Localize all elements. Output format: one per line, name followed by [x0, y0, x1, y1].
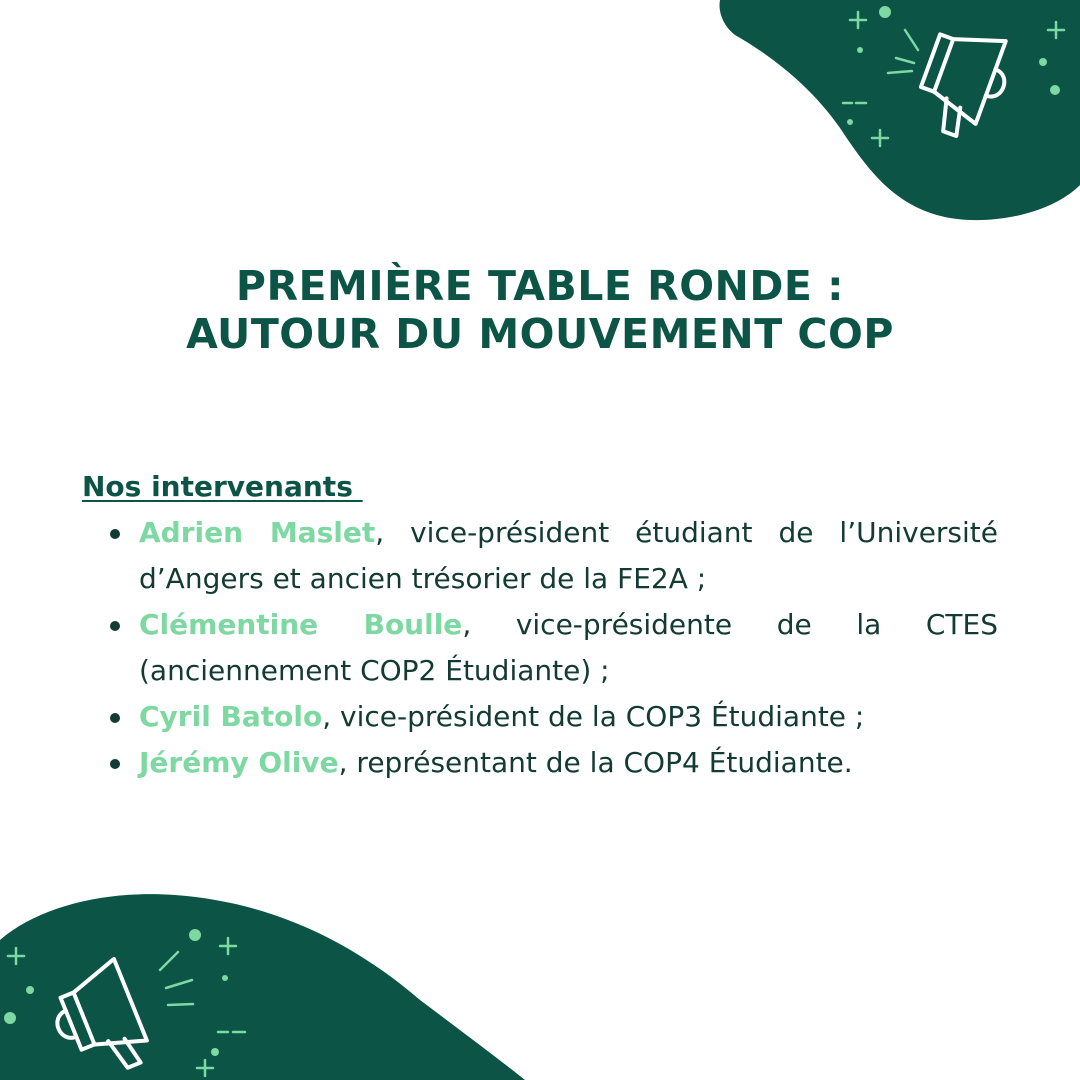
list-item: [82, 602, 998, 694]
top-right-blob: [720, 0, 1080, 220]
bullet-icon: [110, 713, 120, 723]
bullet-icon: [110, 529, 120, 539]
speaker-role: , vice-présidente de la CTES (anciennement COP2 Étudiante) ;: [139, 608, 998, 687]
list-item: [82, 740, 998, 786]
list-item: [82, 510, 998, 602]
speaker-name: Adrien Maslet: [139, 516, 376, 549]
bottom-left-decoration: [0, 880, 540, 1080]
speaker-name: Cyril Batolo: [139, 700, 323, 733]
list-item: [82, 694, 998, 740]
bullet-icon: [110, 621, 120, 631]
bullet-icon: [110, 759, 120, 769]
title-line-2: AUTOUR DU MOUVEMENT COP: [186, 310, 894, 358]
speaker-name: Jérémy Olive: [139, 746, 339, 779]
speakers-section: [82, 468, 998, 786]
speakers-list: [82, 510, 998, 786]
speaker-role: , vice-président de la COP3 Étudiante ;: [322, 700, 865, 733]
top-right-decoration: [700, 0, 1080, 230]
speakers-heading: Nos intervenants: [82, 470, 363, 503]
speaker-role: , représentant de la COP4 Étudiante.: [338, 746, 853, 779]
speaker-name: Clémentine Boulle: [139, 608, 463, 641]
page-title: [40, 262, 1040, 358]
title-line-1: PREMIÈRE TABLE RONDE :: [235, 262, 845, 310]
speaker-role: , vice-président étudiant de l’Université d’Angers et ancien trésorier de la FE2A ;: [139, 516, 999, 595]
